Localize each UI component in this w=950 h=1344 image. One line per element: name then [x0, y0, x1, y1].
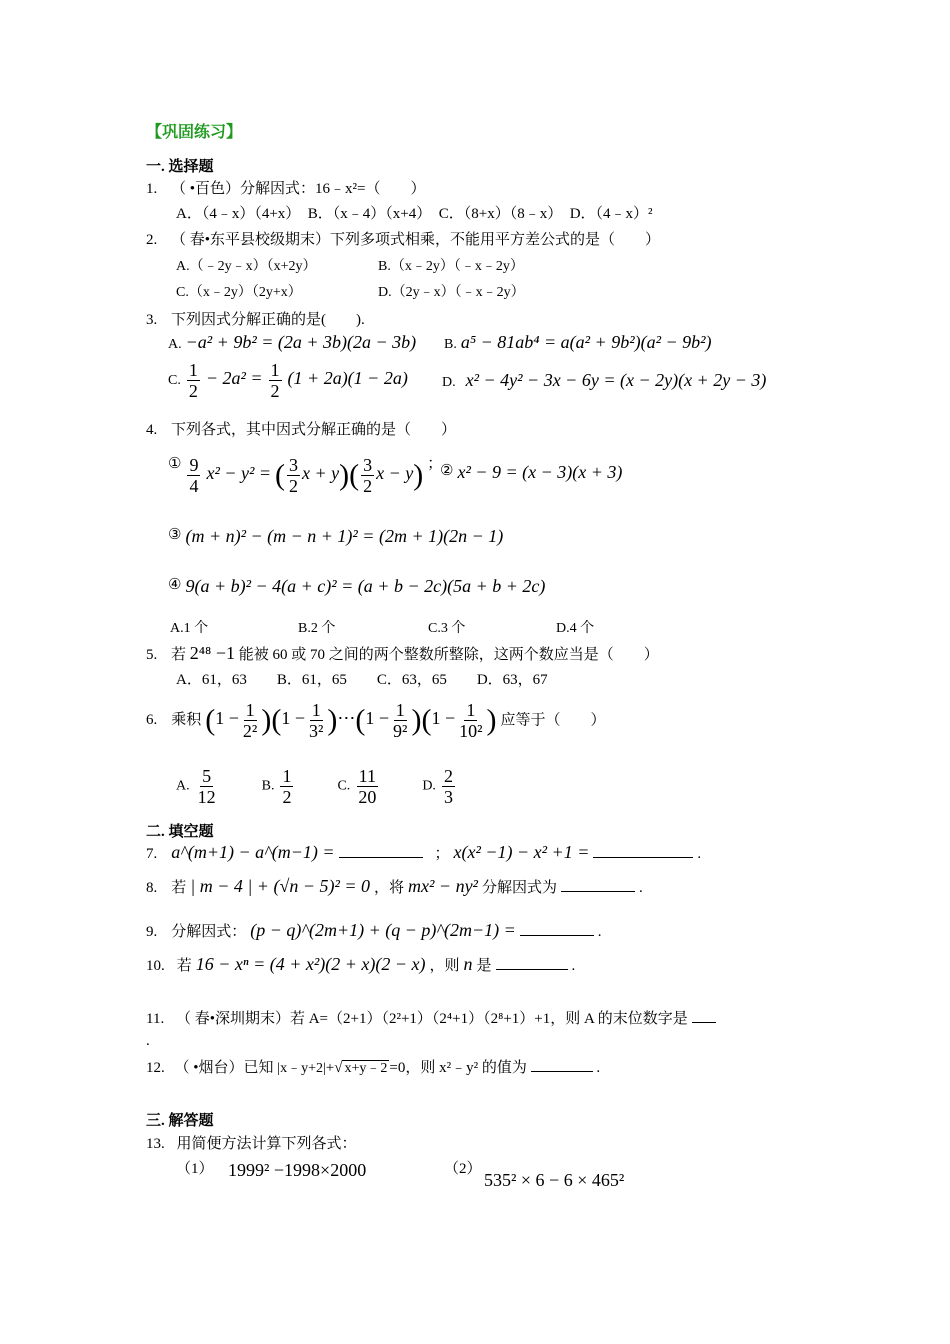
denominator: 20: [358, 787, 377, 807]
option-label: A.: [176, 778, 190, 794]
option-a: A.1 个: [170, 621, 209, 636]
answer-blank[interactable]: [531, 1071, 593, 1072]
item-1: [168, 455, 442, 496]
fraction: [287, 455, 300, 496]
option-a: [168, 332, 416, 353]
part-1-expression: 1999² −1998×2000: [228, 1160, 367, 1180]
period: .: [571, 958, 576, 974]
expression: x(x² −1) − x² +1 =: [453, 842, 590, 862]
option-b: B.2 个: [298, 621, 336, 636]
question-13: [146, 1135, 357, 1153]
fraction: [391, 700, 409, 741]
option-b: [444, 332, 712, 353]
question-text: 能被 60 或 70 之间的两个整数所整除，这两个数应当是（ ）: [238, 647, 659, 663]
denominator: 2: [282, 787, 292, 807]
question-2: [146, 231, 660, 249]
denominator: 2: [270, 381, 280, 401]
item-2: [440, 462, 622, 483]
expression: x² − y² =: [206, 463, 272, 484]
numerator: 11: [358, 766, 376, 786]
sqrt-icon: √: [334, 1060, 343, 1076]
fraction: [187, 455, 200, 496]
question-text: ，将: [374, 880, 405, 896]
circled-number: ①: [168, 456, 182, 472]
paren: (: [271, 703, 282, 737]
term: 1 −: [365, 708, 390, 729]
fraction: [269, 360, 282, 401]
question-number: 2.: [146, 232, 158, 248]
question-number: 10.: [146, 958, 165, 974]
answer-blank[interactable]: [339, 857, 423, 858]
question-number: 12.: [146, 1060, 165, 1076]
fraction: [361, 455, 374, 496]
term: 1 −: [431, 708, 456, 729]
numerator: 3: [289, 455, 299, 475]
fraction: [307, 700, 325, 741]
paren: (: [355, 703, 366, 737]
option-label: D.: [442, 375, 456, 390]
denominator: 10²: [459, 721, 483, 741]
option-expression: x² − 4y² − 3x − 6y = (x − 2y)(x + 2y − 3): [465, 370, 767, 390]
fraction: [356, 766, 378, 807]
question-number: 8.: [146, 880, 158, 896]
paren: (: [205, 703, 216, 737]
denominator: 2: [363, 476, 373, 496]
period: .: [638, 880, 643, 896]
paren: ): [486, 703, 497, 737]
question-7: [146, 842, 701, 863]
expression: 2⁴⁸ −1: [189, 643, 235, 663]
expression: x − y: [376, 463, 414, 484]
answer-blank[interactable]: [692, 1022, 716, 1023]
numerator: 1: [311, 700, 321, 720]
question-prefix: 乘积: [171, 712, 202, 729]
question-number: 4.: [146, 422, 158, 438]
question-prefix: （ •烟台）已知: [174, 1060, 274, 1076]
question-text: （ 春•东平县校级期末）下列多项式相乘，不能用平方差公式的是（ ）: [171, 232, 661, 248]
question-3: [146, 311, 365, 329]
variable: n: [463, 954, 473, 974]
term: 1 −: [281, 708, 305, 729]
numerator: 5: [202, 766, 212, 786]
option-c: [168, 360, 408, 401]
question-prefix: 若: [171, 647, 187, 663]
option-c: C.3 个: [428, 621, 466, 636]
option-d: [442, 370, 766, 391]
answer-blank[interactable]: [520, 935, 594, 936]
question-number: 11.: [146, 1011, 165, 1027]
question-text: 是: [476, 958, 492, 974]
question-text: （ 春•深圳期末）若 A=（2+1）（2²+1）（2⁴+1）（2⁸+1）+1，则 A 的末位数字是: [175, 1011, 688, 1027]
question-number: 3.: [146, 312, 158, 328]
part-1-label: （1）: [176, 1161, 214, 1177]
question-text: （ •百色）分解因式：16﹣x²=（ ）: [171, 181, 426, 197]
paren: ): [411, 703, 422, 737]
paren: ): [327, 703, 338, 737]
paren: (: [421, 703, 432, 737]
question-4: [146, 421, 456, 439]
numerator: 2: [443, 766, 453, 786]
expression: 9(a + b)² − 4(a + c)² = (a + b − 2c)(5a + b + 2c): [185, 576, 546, 596]
fraction: [187, 360, 200, 401]
answer-blank[interactable]: [593, 857, 693, 858]
paren: ): [261, 703, 272, 737]
circled-number: ③: [168, 527, 182, 543]
section-heading-choice: 一. 选择题: [146, 159, 214, 175]
expression: | m − 4 | + (√n − 5)² = 0: [190, 876, 371, 896]
question-text: 应等于（ ）: [500, 712, 606, 729]
option-c: C.（x﹣2y）（2y+x）: [176, 285, 302, 300]
paren: ): [339, 458, 350, 492]
question-12: [146, 1059, 600, 1078]
option-expression: − 2a² =: [205, 368, 263, 389]
option-label: C.: [168, 373, 181, 389]
option-d: D.（2y﹣x）（﹣x﹣2y）: [378, 285, 525, 300]
paren: (: [349, 458, 360, 492]
question-prefix: 若: [176, 958, 192, 974]
option-d: D.4 个: [556, 621, 595, 636]
question-number: 9.: [146, 924, 158, 940]
question-6: [146, 700, 606, 741]
circled-number: ②: [440, 463, 454, 479]
question-text: =0，则 x²﹣y² 的值为: [389, 1060, 527, 1076]
item-3: [168, 526, 503, 547]
answer-blank[interactable]: [561, 891, 635, 892]
option-b: B.（x﹣2y）（﹣x﹣2y）: [378, 259, 524, 274]
numerator: 1: [188, 360, 198, 380]
option-expression: (1 + 2a)(1 − 2a): [287, 368, 408, 389]
fraction: [442, 766, 455, 807]
absolute-value: |x﹣y+2|: [277, 1061, 326, 1076]
question-number: 13.: [146, 1136, 165, 1152]
numerator: 3: [363, 455, 373, 475]
denominator: 3²: [308, 721, 324, 741]
denominator: 2²: [242, 721, 258, 741]
period: .: [596, 1060, 601, 1076]
section-heading-fill: 二. 填空题: [146, 824, 214, 840]
question-11-period: .: [146, 1033, 150, 1049]
question-5-options: A．61，63 B．61，65 C．63，65 D．63，67: [176, 672, 548, 688]
worksheet-title: 【巩固练习】: [146, 124, 243, 141]
separator: ；: [427, 456, 443, 472]
option-label: B.: [444, 337, 457, 352]
ellipsis: ⋯: [337, 708, 356, 729]
option-expression: −a² + 9b² = (2a + 3b)(2a − 3b): [185, 332, 417, 352]
expression: a^(m+1) − a^(m−1) =: [171, 842, 335, 862]
period: .: [597, 924, 602, 940]
part-2-label: （2）: [444, 1161, 482, 1177]
option-expression: a⁵ − 81ab⁴ = a(a² + 9b²)(a² − 9b²): [460, 332, 712, 352]
option-label: A.: [168, 337, 182, 352]
denominator: 9²: [393, 721, 408, 741]
question-text: 下列各式，其中因式分解正确的是（ ）: [171, 422, 457, 438]
section-heading-solve: 三. 解答题: [146, 1113, 214, 1129]
question-10: [146, 954, 575, 975]
question-prefix: 分解因式：: [171, 924, 247, 940]
option-a: A.（﹣2y﹣x）（x+2y）: [176, 259, 317, 274]
question-9: [146, 920, 602, 941]
part-2-expression: 535² × 6 − 6 × 465²: [484, 1170, 625, 1190]
separator: ；: [434, 846, 450, 862]
question-5: [146, 644, 659, 664]
question-text: 下列因式分解正确的是( ).: [171, 312, 365, 328]
question-number: 7.: [146, 846, 158, 862]
item-4: [168, 576, 545, 597]
circled-number: ④: [168, 577, 182, 593]
denominator: 3: [443, 787, 453, 807]
fraction: [457, 700, 484, 741]
question-number: 5.: [146, 647, 158, 663]
question-number: 6.: [146, 712, 158, 729]
paren: ): [413, 458, 424, 492]
period: .: [697, 846, 702, 862]
numerator: 1: [395, 700, 405, 720]
question-11: [146, 1010, 716, 1028]
term: 1 −: [215, 708, 239, 729]
question-text: ，则: [429, 958, 460, 974]
expression: 16 − xⁿ = (4 + x²)(2 + x)(2 − x): [195, 954, 426, 974]
numerator: 1: [466, 700, 476, 720]
question-text: 用简便方法计算下列各式：: [176, 1136, 357, 1152]
expression: (p − q)^(2m+1) + (q − p)^(2m−1) =: [250, 920, 516, 940]
question-number: 1.: [146, 181, 158, 197]
paren: (: [275, 458, 286, 492]
numerator: 9: [189, 455, 199, 475]
expression: (m + n)² − (m − n + 1)² = (2m + 1)(2n − 1): [185, 526, 504, 546]
denominator: 2: [289, 476, 299, 496]
question-prefix: 若: [171, 880, 187, 896]
answer-blank[interactable]: [496, 969, 568, 970]
fraction: [196, 766, 218, 807]
question-1-options: A．（4﹣x）（4+x） B．（x﹣4）（x+4） C．（8+x）（8﹣x） D．（4﹣x）²: [176, 206, 653, 222]
fraction: [280, 766, 293, 807]
fraction: [241, 700, 259, 741]
denominator: 2: [188, 381, 198, 401]
expression: x + y: [302, 463, 340, 484]
numerator: 1: [270, 360, 280, 380]
denominator: 12: [197, 787, 216, 807]
plus-sign: +: [325, 1060, 335, 1076]
question-8: [146, 876, 643, 897]
radicand: x+y﹣2: [344, 1061, 388, 1076]
denominator: 4: [189, 476, 199, 496]
option-label: D.: [422, 778, 436, 794]
expression: mx² − ny²: [408, 876, 478, 896]
expression: x² − 9 = (x − 3)(x + 3): [457, 462, 623, 482]
option-label: C.: [337, 778, 351, 794]
numerator: 1: [282, 766, 292, 786]
option-label: B.: [261, 778, 275, 794]
question-text: 分解因式为: [481, 880, 557, 896]
question-6-options: [176, 766, 457, 807]
question-1: [146, 180, 425, 198]
numerator: 1: [245, 700, 255, 720]
